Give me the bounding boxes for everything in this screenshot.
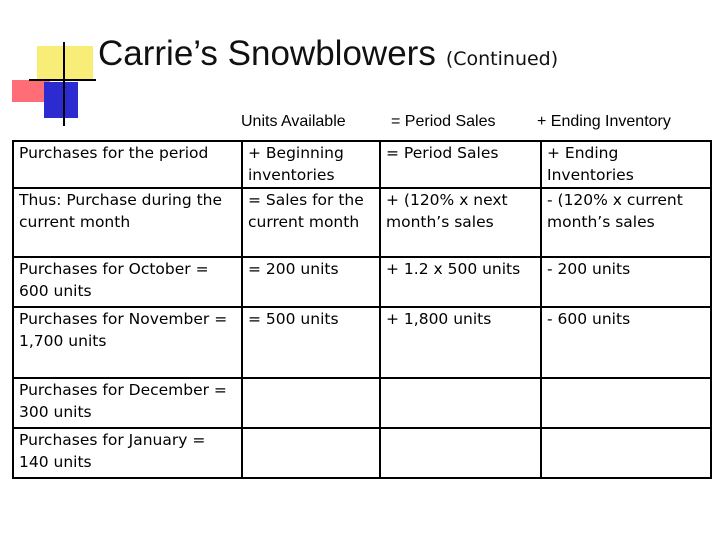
header-period-sales: = Period Sales: [391, 113, 496, 130]
table-row: [13, 307, 711, 378]
purchases-table: [12, 140, 712, 479]
decor-yellow-square: [37, 46, 93, 80]
table-cell: [380, 378, 541, 428]
table-cell: + 1,800 units: [380, 307, 541, 378]
header-units-available: Units Available: [241, 113, 346, 130]
table-row: [13, 188, 711, 257]
table-cell: [380, 428, 541, 478]
table-cell: [541, 378, 711, 428]
table-cell: Thus: Purchase during the current month: [13, 188, 242, 257]
table-cell: = Sales for the current month: [242, 188, 380, 257]
column-headers: [0, 113, 720, 137]
table-cell: + Beginning inventories: [242, 141, 380, 188]
table-cell: + Ending Inventories: [541, 141, 711, 188]
table-cell: + 1.2 x 500 units: [380, 257, 541, 307]
table-row: [13, 257, 711, 307]
table-row: [13, 428, 711, 478]
table-cell: [242, 428, 380, 478]
slide-title-main: Carrie’s Snowblowers: [98, 34, 436, 73]
slide-title: [98, 34, 558, 74]
table-cell: Purchases for November = 1,700 units: [13, 307, 242, 378]
table-cell: = 200 units: [242, 257, 380, 307]
table-cell: Purchases for January = 140 units: [13, 428, 242, 478]
table-row: [13, 141, 711, 188]
table-cell: = Period Sales: [380, 141, 541, 188]
table-cell: [541, 428, 711, 478]
table-cell: = 500 units: [242, 307, 380, 378]
table-cell: - 600 units: [541, 307, 711, 378]
slide-title-sub: (Continued): [445, 48, 559, 70]
table-cell: - (120% x current month’s sales: [541, 188, 711, 257]
table-cell: [242, 378, 380, 428]
table-cell: + (120% x next month’s sales: [380, 188, 541, 257]
table-cell: Purchases for October = 600 units: [13, 257, 242, 307]
table-row: [13, 378, 711, 428]
table-cell: Purchases for the period: [13, 141, 242, 188]
table-cell: - 200 units: [541, 257, 711, 307]
decor-horizontal-line: [29, 79, 96, 81]
table-cell: Purchases for December = 300 units: [13, 378, 242, 428]
header-ending-inventory: + Ending Inventory: [537, 113, 671, 130]
